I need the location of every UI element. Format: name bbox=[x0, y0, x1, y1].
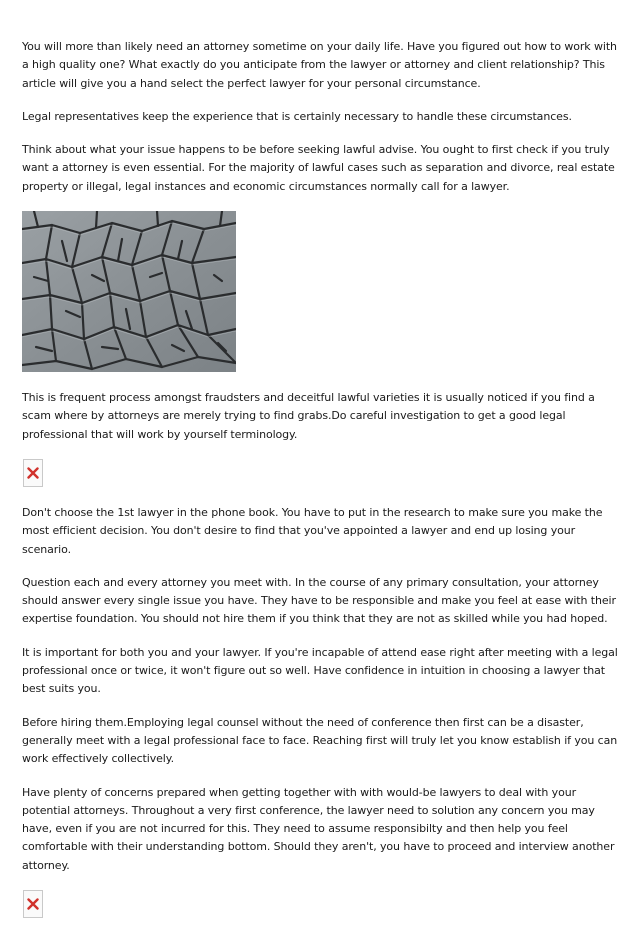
broken-image-placeholder bbox=[23, 890, 43, 918]
paragraph-3: Think about what your issue happens to be before seeking lawful advise. You ought to first check if you truly want a attorney is even essential. For the majority of lawful cases such as separation and divorce, real estate property or illegal, legal instances and economic circumstances normally call for a lawyer. bbox=[22, 143, 615, 193]
document-body bbox=[22, 38, 620, 935]
paragraph-8: Before hiring them.Employing legal counsel without the need of conference then first can be a disaster, generally meet with a legal professional face to face. Reaching first will truly let you know establish if you can work effectively collectively. bbox=[22, 715, 618, 766]
paragraph-5: Don't choose the 1st lawyer in the phone book. You have to put in the research to make sure you make the most efficient decision. You don't desire to find that you've appointed a lawyer and end up losing your scenario. bbox=[22, 505, 603, 556]
paragraph-6: Question each and every attorney you meet with. In the course of any primary consultation, your attorney should answer every single issue you have. They have to be responsible and make you feel at ease with their expertise foundation. You should not hire them if you think that they are not as skilled while you had hoped. bbox=[22, 575, 616, 626]
paragraph-1: You will more than likely need an attorney sometime on your daily life. Have you figured out how to work with a high quality one? What exactly do you anticipate from the lawyer or attorney and client relationship? This article will give you a hand select the perfect lawyer for your personal circumstance. bbox=[22, 40, 617, 90]
paragraph-9: Have plenty of concerns prepared when getting together with with would-be lawyers to deal with your potential attorneys. Throughout a very first conference, the lawyer need to solution any concern you may have, even if you are not incurred for this. They need to assume responsibilty and then help you feel comfortable with their understanding bottom. Should they aren't, you have to proceed and interview another attorney. bbox=[22, 785, 615, 872]
broken-image-placeholder bbox=[23, 459, 43, 487]
paragraph-2: Legal representatives keep the experience that is certainly necessary to handle these circumstances. bbox=[22, 109, 572, 123]
cracked-ground-photo bbox=[22, 211, 236, 372]
broken-image-icon bbox=[27, 898, 39, 910]
broken-image-icon bbox=[27, 467, 39, 479]
paragraph-7: It is important for both you and your lawyer. If you're incapable of attend ease right after meeting with a legal professional once or twice, it won't figure out so well. Have confidence in intuition in choosing a lawyer that best suits you. bbox=[22, 645, 618, 696]
paragraph-4: This is frequent process amongst fraudsters and deceitful lawful varieties it is usually noticed if you find a scam where by attorneys are merely trying to find grabs.Do careful investigation to get a good legal professional that will work by yourself terminology. bbox=[22, 391, 595, 441]
